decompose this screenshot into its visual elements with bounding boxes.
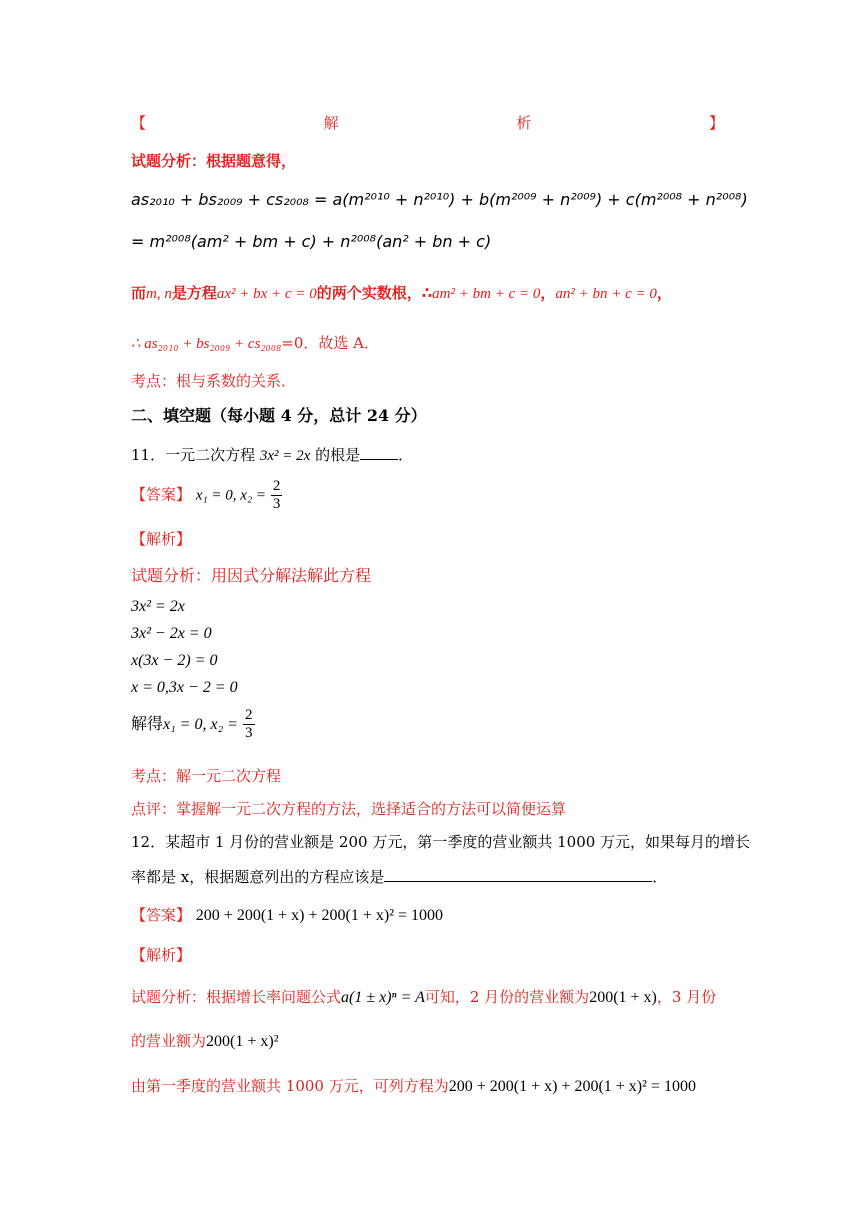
q12-blank bbox=[384, 881, 652, 882]
q11-jiexi: 【解析】 bbox=[131, 530, 192, 548]
q11-step-5-label: 解得 bbox=[131, 714, 164, 733]
q10-l3-text-c: 是方程 bbox=[171, 284, 217, 302]
q10-kaodian: 考点：根与系数的关系． bbox=[131, 372, 297, 390]
q11-question-text: 11．一元二次方程 bbox=[131, 446, 256, 464]
header-open-bracket: 【 bbox=[131, 114, 147, 132]
q12-a1-text-e: ，3 月份 bbox=[656, 988, 717, 1006]
q11-analysis-title: 试题分析：用因式分解法解此方程 bbox=[131, 566, 372, 585]
q11-step-5-eq: x₁ = 0, x₂ = bbox=[163, 716, 238, 733]
q10-l3-equation: ax² + bx + c = 0 bbox=[216, 286, 317, 302]
q12-a3-eq: 200 + 200(1 + x) + 200(1 + x)² = 1000 bbox=[448, 1078, 696, 1095]
q10-conclusion bbox=[131, 332, 379, 353]
q12-analysis-line-3 bbox=[131, 1075, 696, 1096]
q12-question-line-2 bbox=[131, 866, 667, 887]
q12-analysis-line-2 bbox=[131, 1030, 279, 1051]
q11-question bbox=[131, 444, 413, 465]
q12-a1-text-c: 可知，2 月份的营业额为 bbox=[424, 988, 590, 1006]
q10-equation-2: = m²⁰⁰⁸(am² + bm + c) + n²⁰⁰⁸(an² + bn + c) bbox=[131, 232, 492, 251]
fraction-denominator: 3 bbox=[272, 496, 281, 512]
q10-analysis-title: 试题分析：根据题意得， bbox=[131, 152, 297, 170]
q12-answer bbox=[131, 904, 443, 925]
fraction-numerator: 2 bbox=[272, 478, 281, 494]
q11-question-text-b: 的根是 bbox=[315, 446, 361, 464]
q10-conclusion-eq: ∴ as₂₀₁₀ + bs₂₀₀₉ + cs₂₀₀₈ bbox=[131, 336, 282, 352]
q10-equation-1: as₂₀₁₀ + bs₂₀₀₉ + cs₂₀₀₈ = a(m²⁰¹⁰ + n²⁰¹⁰) + b(m²⁰⁰⁹ + n²⁰⁰⁹) + c(m²⁰⁰⁸ + n²⁰⁰⁸) bbox=[131, 190, 748, 209]
fraction-denominator: 3 bbox=[245, 725, 253, 741]
q12-analysis-line-1 bbox=[131, 986, 716, 1007]
q12-a2-text: 的营业额为 bbox=[131, 1032, 207, 1050]
q11-kaodian: 考点：解一元二次方程 bbox=[131, 767, 282, 785]
header-char-1: 解 bbox=[323, 114, 339, 132]
q11-step-3: x(3x − 2) = 0 bbox=[131, 652, 218, 669]
q10-l3-comma-2: ， bbox=[656, 284, 672, 302]
q11-step-5 bbox=[131, 707, 255, 742]
q12-a1-expr: 200(1 + x) bbox=[589, 989, 657, 1006]
q10-l3-eq-n: an² + bn + c = 0 bbox=[555, 286, 657, 302]
q10-l3-text-e: 的两个实数根，∴ bbox=[316, 284, 433, 302]
header-char-2: 析 bbox=[516, 114, 532, 132]
q12-question-text: 率都是 x，根据题意列出的方程应该是 bbox=[131, 868, 385, 886]
header-close-bracket: 】 bbox=[708, 114, 724, 132]
q11-answer-fraction bbox=[271, 478, 283, 513]
q11-pingyu: 点评：掌握解一元二次方程的方法，选择适合的方法可以简便运算 bbox=[131, 800, 567, 818]
q11-period: ． bbox=[398, 446, 414, 464]
fraction-numerator: 2 bbox=[245, 707, 253, 723]
q12-a2-expr: 200(1 + x)² bbox=[206, 1033, 279, 1050]
q10-l3-eq-m: am² + bm + c = 0 bbox=[432, 286, 541, 302]
q11-step-4: x = 0,3x − 2 = 0 bbox=[131, 679, 238, 696]
q12-answer-eq: 200 + 200(1 + x) + 200(1 + x)² = 1000 bbox=[195, 907, 444, 924]
q11-question-equation: 3x² = 2x bbox=[259, 448, 311, 464]
q12-question-line-1: 12．某超市 1 月份的营业额是 200 万元，第一季度的营业额共 1000 万元，如果每月的增长 bbox=[131, 833, 751, 851]
q11-answer bbox=[131, 478, 282, 513]
q11-step-1: 3x² = 2x bbox=[131, 598, 185, 615]
q10-l3-text-a: 而 bbox=[131, 284, 147, 302]
q11-step-5-fraction bbox=[243, 707, 255, 742]
q10-l3-mn: m, n bbox=[146, 286, 172, 302]
q10-conclusion-text: =0．故选 A． bbox=[281, 334, 380, 352]
q12-a1-text: 试题分析：根据增长率问题公式 bbox=[131, 988, 342, 1006]
q12-period: ． bbox=[652, 868, 668, 886]
q12-a3-text: 由第一季度的营业额共 1000 万元，可列方程为 bbox=[131, 1077, 449, 1095]
q11-answer-label: 【答案】 bbox=[131, 485, 192, 504]
q10-l3-comma: ， bbox=[540, 284, 556, 302]
section-title: 二、填空题（每小题 4 分，总计 24 分） bbox=[131, 406, 427, 425]
q11-blank bbox=[360, 459, 398, 460]
q12-answer-label: 【答案】 bbox=[131, 906, 192, 924]
q11-answer-eq: x₁ = 0, x₂ = bbox=[195, 487, 267, 504]
q11-step-2: 3x² − 2x = 0 bbox=[131, 625, 212, 642]
q10-roots-line bbox=[131, 282, 672, 303]
q12-jiexi: 【解析】 bbox=[131, 946, 192, 964]
q12-a1-formula: a(1 ± x)ⁿ = A bbox=[341, 989, 425, 1006]
analysis-header bbox=[131, 112, 724, 133]
